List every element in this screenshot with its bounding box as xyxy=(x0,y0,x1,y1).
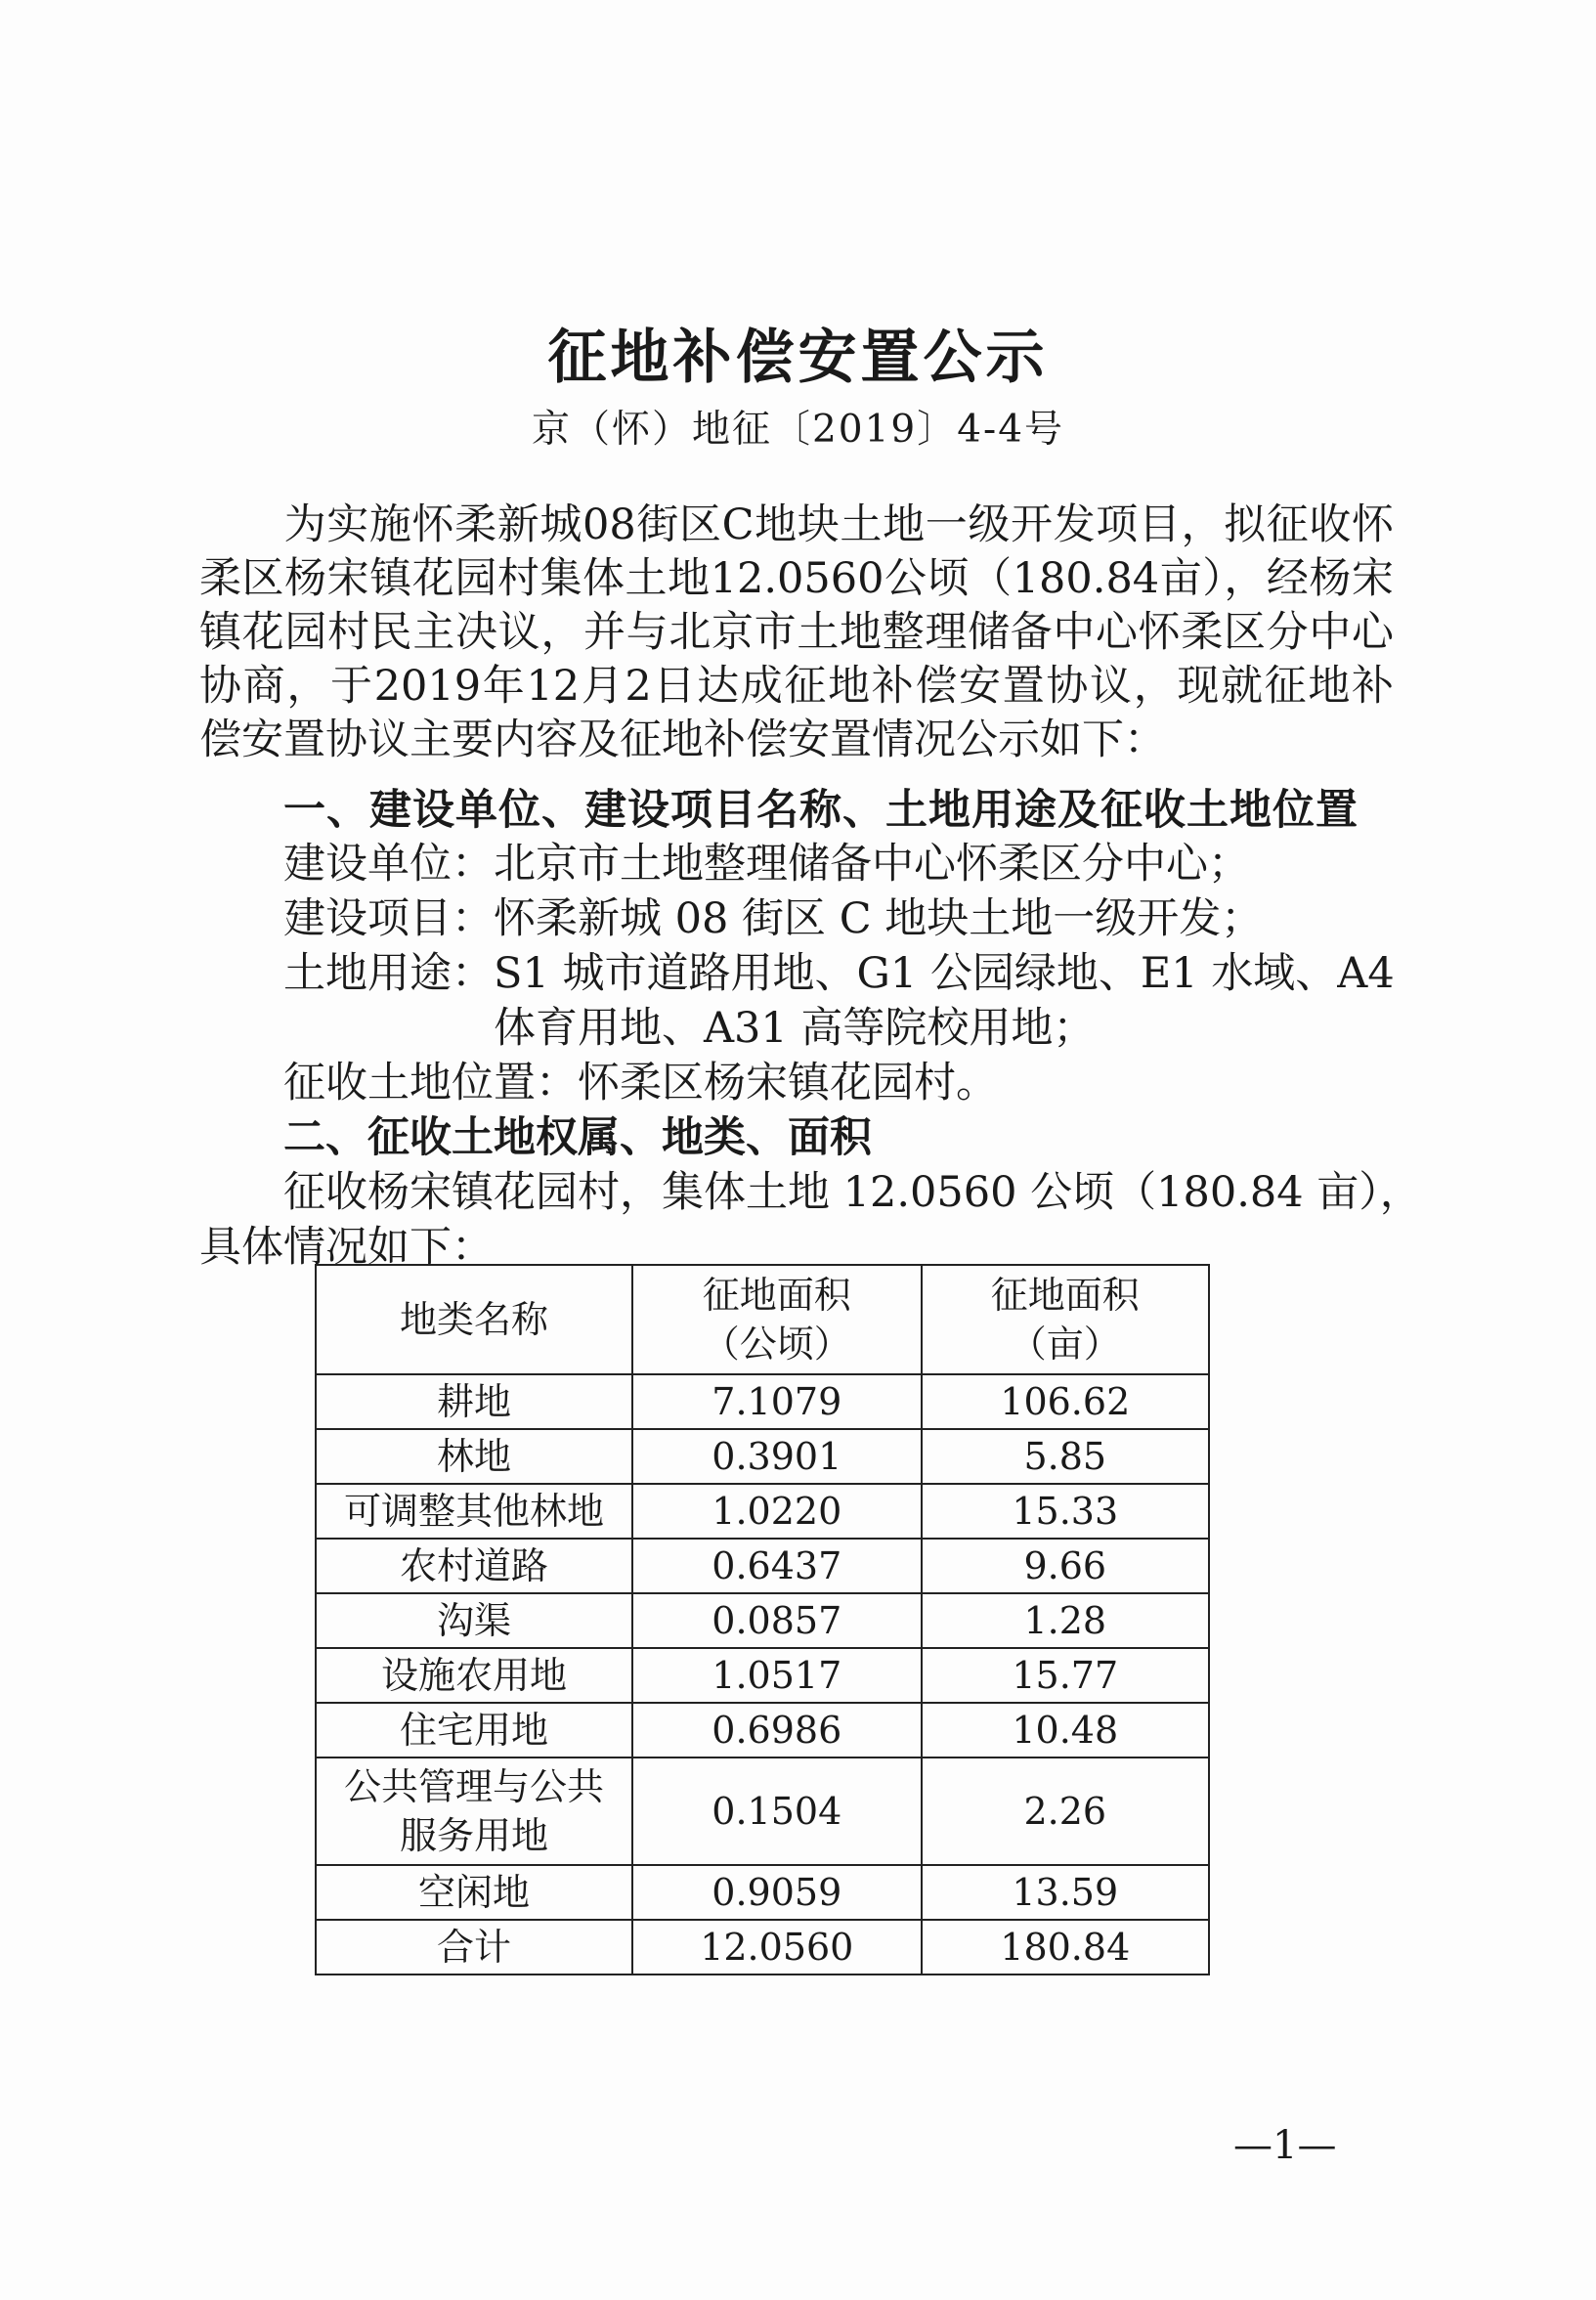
mu-cell: 9.66 xyxy=(922,1539,1209,1593)
land-type-cell: 住宅用地 xyxy=(316,1703,632,1758)
land-location xyxy=(283,1050,998,1109)
header-area-hectares-line2: （公顷） xyxy=(702,1323,851,1366)
header-area-mu-line1: 征地面积 xyxy=(990,1274,1140,1317)
construction-unit xyxy=(283,831,1250,890)
construction-project-value: 怀柔新城 08 街区 C 地块土地一级开发； xyxy=(494,894,1264,943)
header-area-hectares xyxy=(632,1265,922,1374)
header-area-hectares-line1: 征地面积 xyxy=(702,1274,851,1317)
construction-unit-value: 北京市土地整理储备中心怀柔区分中心； xyxy=(494,840,1250,889)
mu-cell: 10.48 xyxy=(922,1703,1209,1758)
table-row xyxy=(316,1484,1209,1539)
page-title: 征地补偿安置公示 xyxy=(547,324,1049,392)
land-location-label: 征收土地位置： xyxy=(283,1059,578,1107)
land-type-cell: 林地 xyxy=(316,1429,632,1484)
mu-cell: 106.62 xyxy=(922,1374,1209,1429)
mu-cell: 2.26 xyxy=(922,1758,1209,1865)
land-type-cell: 农村道路 xyxy=(316,1539,632,1593)
land-type-cell: 空闲地 xyxy=(316,1865,632,1920)
table-row xyxy=(316,1703,1209,1758)
section2-text-line2: 具体情况如下： xyxy=(199,1223,494,1272)
land-location-value: 怀柔区杨宋镇花园村。 xyxy=(578,1059,998,1107)
table-row xyxy=(316,1758,1209,1865)
total-mu-cell: 180.84 xyxy=(922,1920,1209,1975)
total-label-cell: 合计 xyxy=(316,1920,632,1975)
table-row xyxy=(316,1648,1209,1703)
section2-heading: 二、征收土地权属、地类、面积 xyxy=(283,1113,872,1162)
header-area-mu xyxy=(922,1265,1209,1374)
page-number: —1— xyxy=(1233,2123,1337,2168)
table-row xyxy=(316,1539,1209,1593)
header-area-mu-line2: （亩） xyxy=(1009,1323,1121,1366)
construction-unit-label: 建设单位： xyxy=(283,840,494,889)
table-header-row xyxy=(316,1265,1209,1374)
intro-text: 为实施怀柔新城08街区C地块土地一级开发项目，拟征收怀柔区杨宋镇花园村集体土地12.0560公顷（180.84亩），经杨宋镇花园村民主决议，并与北京市土地整理储备中心怀柔区分中心协商，于2019年12月2日达成征地补偿安置协议，现就征地补偿安置协议主要内容及征地补偿安置情况公示如下： xyxy=(199,500,1394,764)
land-area-table xyxy=(315,1264,1210,1975)
land-type-cell xyxy=(316,1758,632,1865)
total-hectares-cell: 12.0560 xyxy=(632,1920,922,1975)
hectares-cell: 0.6986 xyxy=(632,1703,922,1758)
table-row xyxy=(316,1865,1209,1920)
intro-paragraph xyxy=(199,499,1394,767)
land-type-cell: 耕地 xyxy=(316,1374,632,1429)
hectares-cell: 0.1504 xyxy=(632,1758,922,1865)
document-number: 京（怀）地征〔2019〕4-4号 xyxy=(531,408,1065,452)
header-land-type: 地类名称 xyxy=(316,1265,632,1374)
table-row xyxy=(316,1593,1209,1648)
land-use-value-line2: 体育用地、A31 高等院校用地； xyxy=(494,1004,1096,1053)
hectares-cell: 7.1079 xyxy=(632,1374,922,1429)
hectares-cell: 0.3901 xyxy=(632,1429,922,1484)
hectares-cell: 0.9059 xyxy=(632,1865,922,1920)
hectares-cell: 0.6437 xyxy=(632,1539,922,1593)
construction-project xyxy=(283,886,1263,945)
section1-heading: 一、建设单位、建设项目名称、土地用途及征收土地位置 xyxy=(283,786,1359,835)
land-type-line1: 公共管理与公共 xyxy=(344,1765,605,1808)
mu-cell: 15.77 xyxy=(922,1648,1209,1703)
land-type-cell: 设施农用地 xyxy=(316,1648,632,1703)
land-use-value-line1: S1 城市道路用地、G1 公园绿地、E1 水域、A4 xyxy=(494,949,1395,998)
hectares-cell: 1.0220 xyxy=(632,1484,922,1539)
mu-cell: 1.28 xyxy=(922,1593,1209,1648)
hectares-cell: 0.0857 xyxy=(632,1593,922,1648)
land-use-label: 土地用途： xyxy=(283,949,494,998)
table-row xyxy=(316,1374,1209,1429)
mu-cell: 5.85 xyxy=(922,1429,1209,1484)
land-type-cell: 可调整其他林地 xyxy=(316,1484,632,1539)
section2-text-line1: 征收杨宋镇花园村，集体土地 12.0560 公顷（180.84 亩）， xyxy=(283,1168,1422,1217)
table-total-row xyxy=(316,1920,1209,1975)
construction-project-label: 建设项目： xyxy=(283,894,494,943)
land-use xyxy=(283,940,1395,1000)
land-type-cell: 沟渠 xyxy=(316,1593,632,1648)
land-type-line2: 服务用地 xyxy=(400,1814,549,1857)
mu-cell: 13.59 xyxy=(922,1865,1209,1920)
hectares-cell: 1.0517 xyxy=(632,1648,922,1703)
table-row xyxy=(316,1429,1209,1484)
mu-cell: 15.33 xyxy=(922,1484,1209,1539)
